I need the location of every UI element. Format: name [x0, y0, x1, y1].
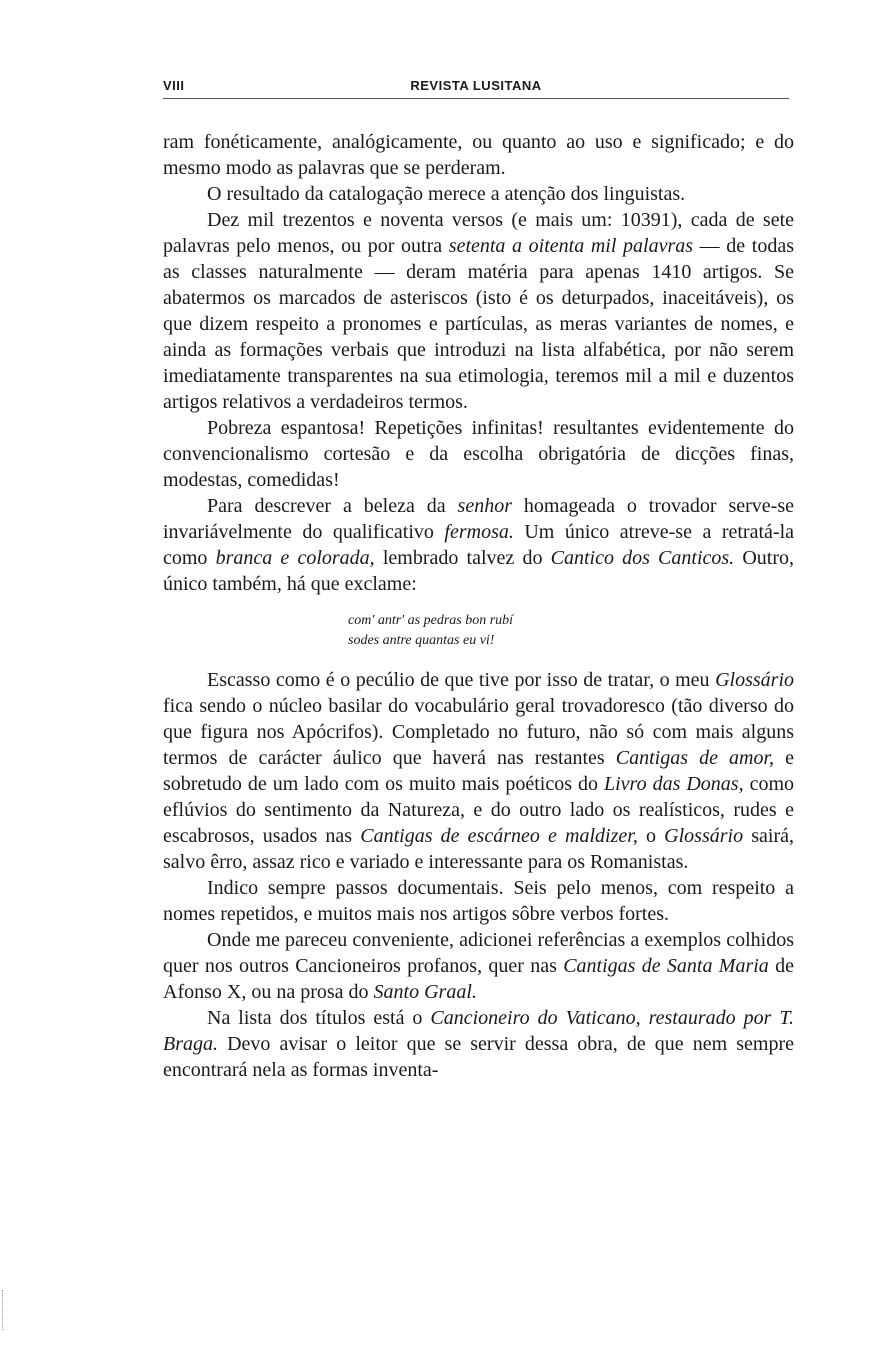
paragraph [163, 1005, 794, 1083]
paragraph [163, 129, 794, 181]
text-run: O resultado da catalogação merece a atenção dos linguistas. [207, 183, 686, 205]
text-run: Outro, único também, há que exclame: [163, 547, 794, 595]
page-body [163, 129, 794, 1083]
text-run: e sobretudo de um lado com os muito mais poéticos do [163, 747, 794, 795]
verse-line: com' antr' as pedras bon rubí [348, 613, 514, 628]
text-run: lembrado talvez do [374, 547, 551, 569]
page-number: VIII [163, 78, 185, 93]
text-run: Devo avisar o leitor que se servir dessa obra, de que nem sempre encontrará nela as formas inventa- [163, 1033, 794, 1081]
text-run: homageada o trovador serve-se invariávelmente do qualificativo [163, 495, 794, 543]
italic-text: Cantigas de Santa Maria [563, 955, 769, 977]
running-title: REVISTA LUSITANA [410, 78, 542, 93]
text-run: o [637, 825, 665, 847]
running-header [163, 76, 789, 99]
paragraph [163, 927, 794, 1005]
text-run: Na lista dos títulos está o [207, 1007, 431, 1029]
text-run: Um único atreve-se a retratá-la como [163, 521, 794, 569]
verse-quote [348, 611, 794, 651]
text-run: Dez mil trezentos e noventa versos (e mais um: 10391), cada de sete palavras pelo menos, ou por outra [163, 209, 794, 257]
text-run: Escasso como é o pecúlio de que tive por isso de tratar, o meu [207, 669, 716, 691]
text-run: de Afonso X, ou na prosa do [163, 955, 794, 1003]
text-run: Pobreza espantosa! Repetições infinitas! resultantes evidentemente do convencionalismo cortesão e da escolha obrigatória de dicções finas, modestas, comedidas! [163, 417, 794, 491]
italic-text: Santo Graal. [373, 981, 477, 1003]
italic-text: fermosa. [444, 521, 514, 543]
paragraph [163, 875, 794, 927]
italic-text: Cantigas de escárneo e maldizer, [360, 825, 638, 847]
text-run: — de todas as classes naturalmente — deram matéria para apenas 1410 artigos. Se abatermos os marcados de asteriscos (isto é os deturpados, inaceitáveis), os que dizem respeito a pronomes e partículas, as meras variantes de nomes, e ainda as formações verbais que introduzi na lista alfabética, por não serem imediatamente transparentes na sua etimologia, teremos mil a mil e duzentos artigos relativos a verdadeiros termos. [163, 235, 794, 413]
text-run: sairá, salvo êrro, assaz rico e variado e interessante para os Romanistas. [163, 825, 794, 873]
italic-text: Cantigas de amor, [615, 747, 775, 769]
italic-text: Cantico dos Canticos. [550, 547, 735, 569]
text-run: Onde me pareceu conveniente, adicionei referências a exemplos colhidos quer nos outros Cancioneiros profanos, quer nas [163, 929, 794, 977]
text-run: fica sendo o núcleo basilar do vocabulário geral trovadoresco (tão diverso do que figura nos Apócrifos). Completado no futuro, não só com mais alguns termos de carácter áulico que haverá nas restantes [163, 695, 794, 769]
text-run: como eflúvios do sentimento da Natureza, e do outro lado os realísticos, rudes e escabrosos, usados nas [163, 773, 795, 847]
paragraph [163, 493, 794, 597]
italic-text: Glossário [715, 669, 794, 691]
text-run: ram fonéticamente, analógicamente, ou quanto ao uso e significado; e do mesmo modo as palavras que se perderam. [163, 131, 794, 179]
text-run: Indico sempre passos documentais. Seis pelo menos, com respeito a nomes repetidos, e muitos mais nos artigos sôbre verbos fortes. [163, 877, 794, 925]
paragraph [163, 415, 794, 493]
italic-text: Livro das Donas, [603, 773, 744, 795]
italic-text: branca e colorada, [215, 547, 375, 569]
paragraphs-after-quote [163, 667, 794, 1083]
paragraph [163, 667, 794, 875]
paragraphs-before-quote [163, 129, 794, 597]
italic-text: setenta a oitenta mil palavras [448, 235, 694, 257]
italic-text: Glossário [664, 825, 744, 847]
text-run: Para descrever a beleza da [207, 495, 458, 517]
margin-marks [2, 1290, 7, 1330]
paragraph [163, 207, 794, 415]
italic-text: senhor [457, 495, 512, 517]
verse-line: sodes antre quantas eu vi! [348, 633, 495, 648]
paragraph [163, 181, 794, 207]
italic-text: Cancioneiro do Vaticano, restaurado por T. Braga. [163, 1007, 794, 1055]
